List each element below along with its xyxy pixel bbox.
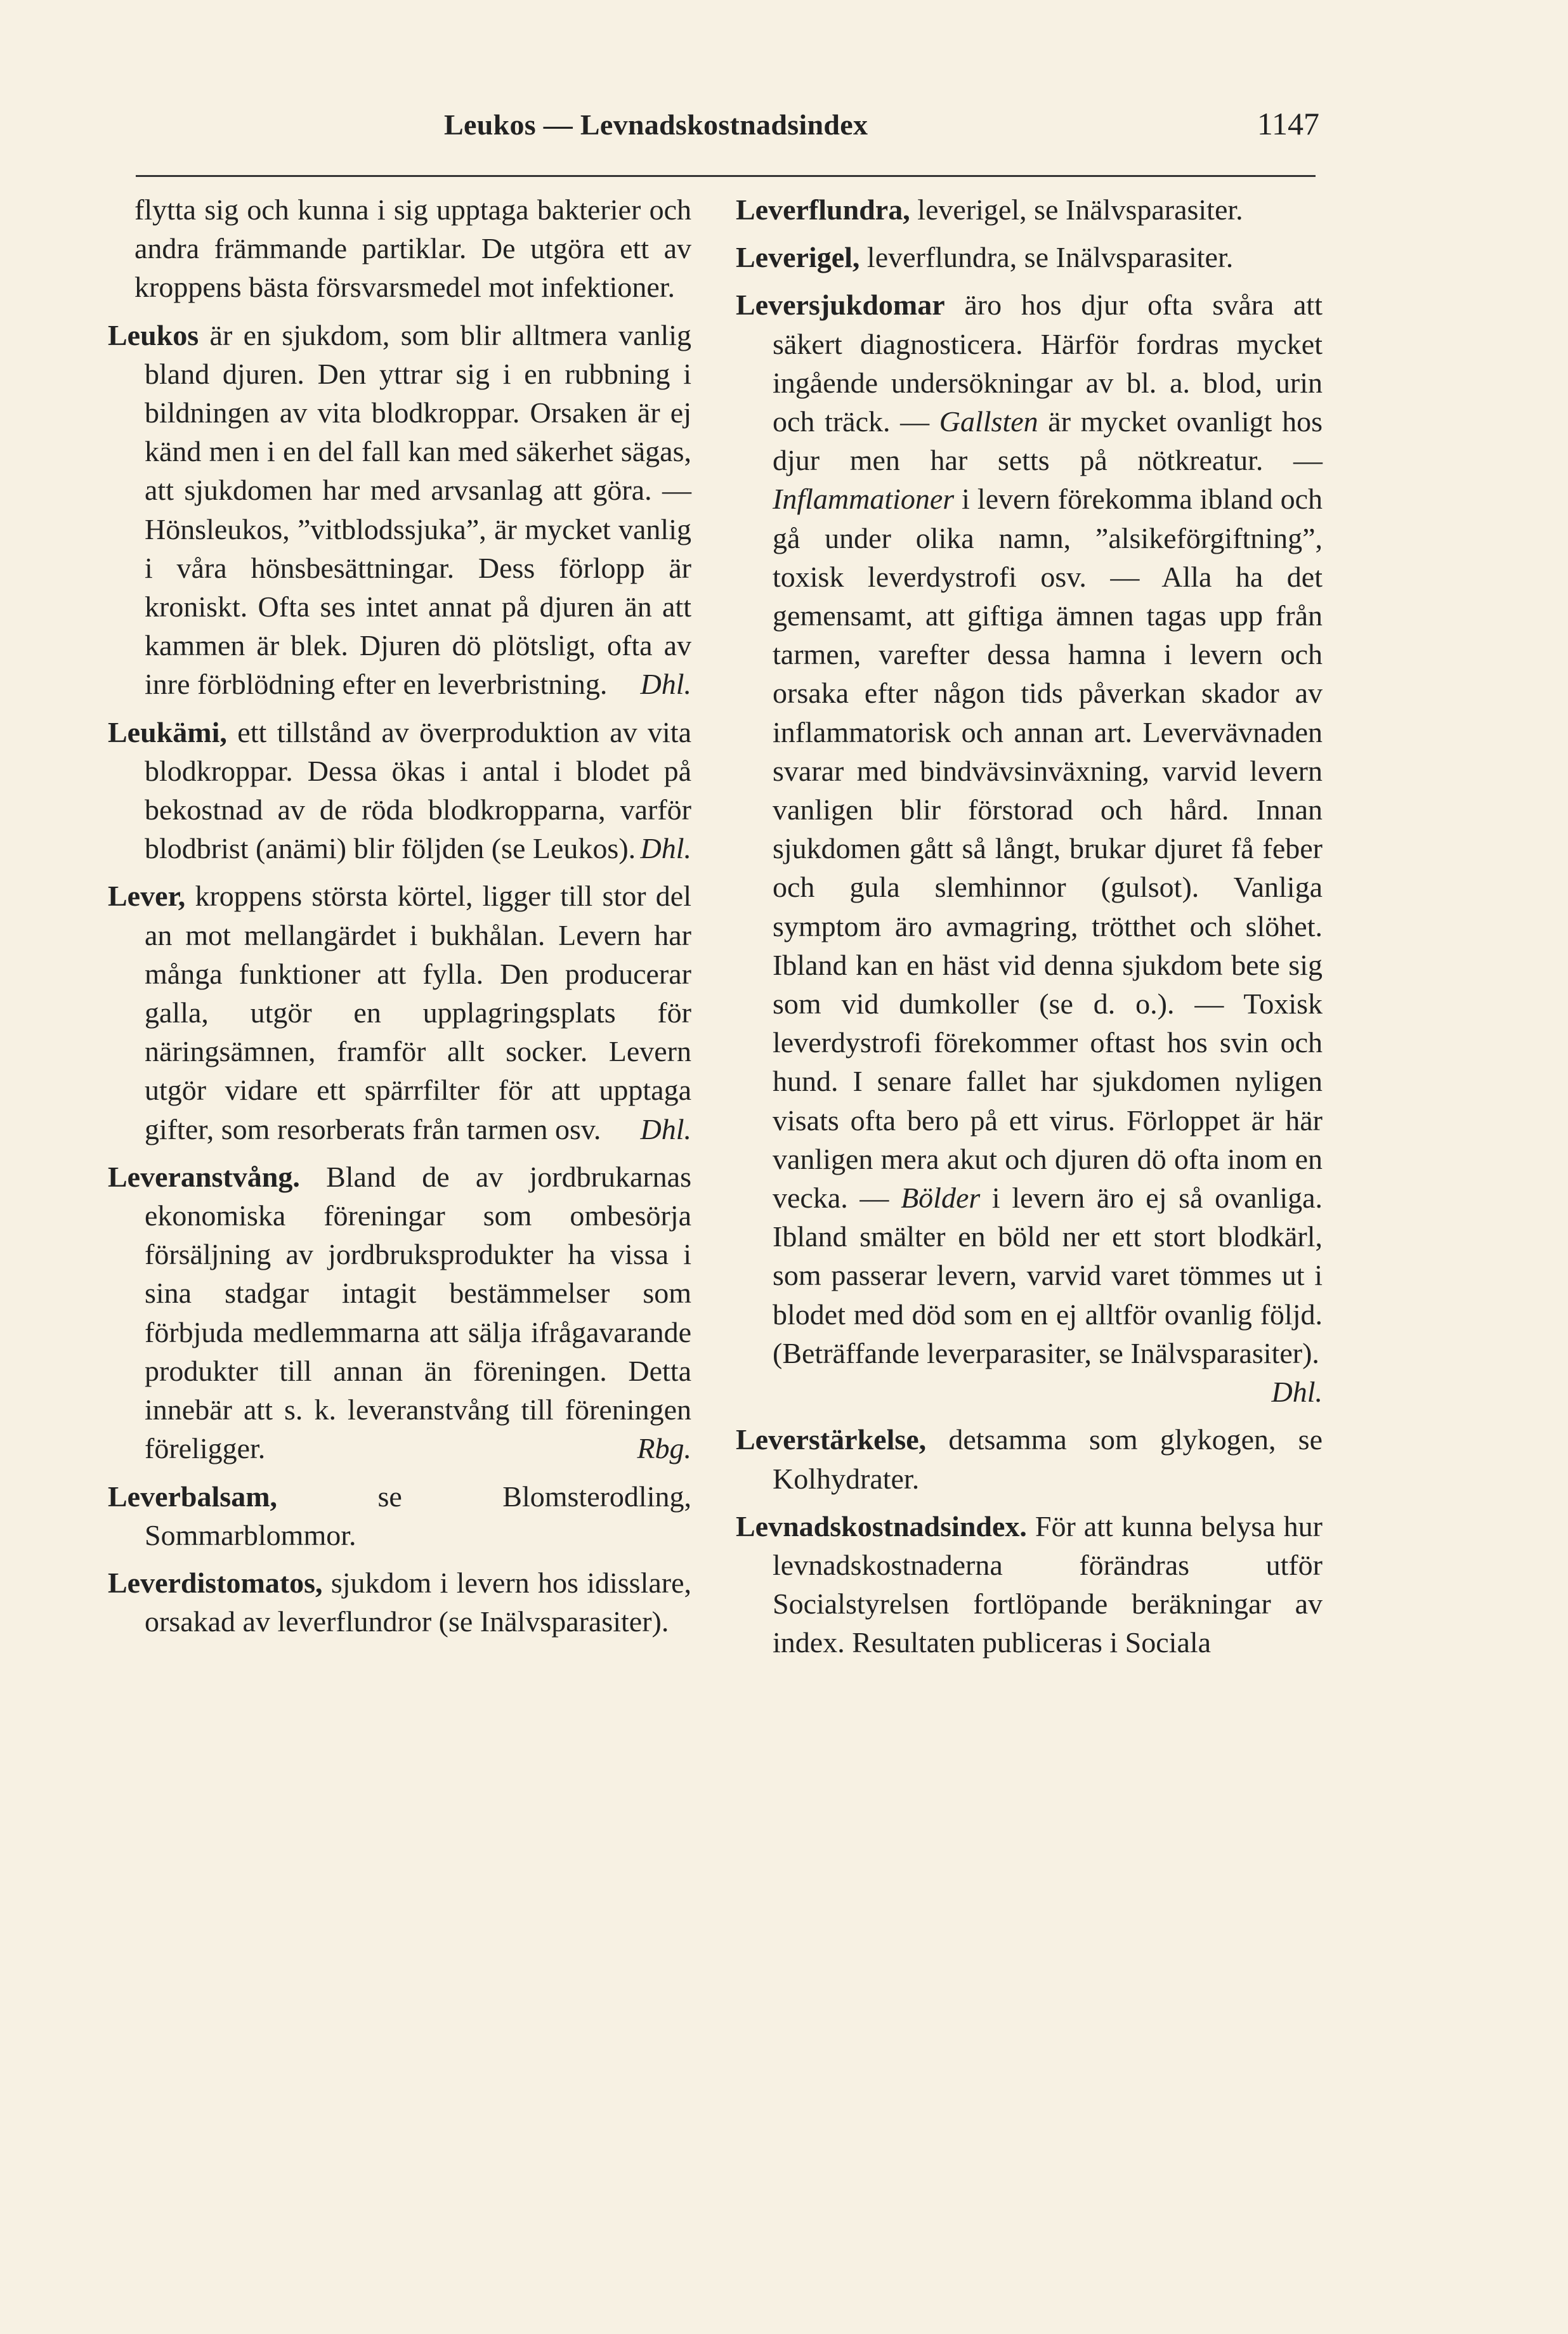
left-column [108, 190, 691, 1650]
entry-term: Leukämi, [108, 715, 227, 748]
author-signature: Dhl. [640, 832, 691, 865]
header-rule [136, 175, 1316, 177]
subterm-inflammationer: Inflammationer [773, 483, 955, 516]
entry-text: ett tillstånd av överproduktion av vita blodkroppar. Dessa ökas i antal i blodet på bekostnad av de röda blodkropparna, varför blodbrist (anämi) blir följden (se Leukos). [145, 715, 692, 865]
entry-text: sjukdom i levern hos idisslare, orsakad av leverflundror (se Inälvsparasiter). [145, 1566, 691, 1638]
entry-leukami [108, 713, 691, 868]
entry-term: Lever, [108, 880, 186, 913]
entry-term: Leveranstvång. [108, 1160, 300, 1193]
entry-leukos [108, 316, 691, 704]
author-signature: Dhl. [640, 1112, 691, 1145]
entry-leverflundra [736, 190, 1323, 229]
entry-leveranstvang [108, 1157, 691, 1468]
page-header [101, 101, 1319, 159]
entry-term: Leverigel, [736, 241, 860, 274]
running-head: Leukos — Levnadskostnadsindex [444, 108, 868, 141]
entry-levnadskostnadsindex [736, 1507, 1323, 1662]
entry-leverdistomatos [108, 1563, 691, 1641]
entry-text: Bland de av jordbrukarnas ekonomiska föreningar som ombesörja försäljning av jordbruksprodukter ha vissa i sina stadgar intagit bestämmelser som förbjuda medlemmarna att sälja ifrågavarande produkter till annan än föreningen. Detta innebär att s. k. leveranstvång till föreningen föreligger. [145, 1160, 691, 1465]
entry-text: leverflundra, se Inälvsparasiter. [866, 241, 1234, 274]
author-signature: Rbg. [637, 1432, 691, 1465]
entry-term: Leverflundra, [736, 193, 910, 226]
entry-text: leverigel, se Inälvsparasiter. [917, 193, 1243, 226]
entry-term: Levnadskostnadsindex. [736, 1509, 1027, 1542]
entry-leverstarkelse [736, 1420, 1323, 1497]
entry-leverbalsam [108, 1477, 691, 1555]
subterm-gallsten: Gallsten [939, 405, 1038, 438]
entry-term: Leverbalsam, [108, 1480, 278, 1513]
continuation-text: flytta sig och kunna i sig upptaga bakterier och andra främmande partiklar. De utgöra ett av kroppens bästa försvarsmedel mot infektioner. [134, 193, 691, 304]
right-column [736, 190, 1323, 1671]
subterm-bolder: Bölder [901, 1182, 981, 1215]
entry-text: För att kunna belysa hur levnadskostnaderna förändras utför Socialstyrelsen fortlöpande beräkningar av index. Resultaten publiceras i Sociala [773, 1509, 1323, 1659]
entry-text: detsamma som glykogen, se Kolhydrater. [773, 1423, 1323, 1495]
entry-text: är en sjukdom, som blir alltmera vanlig bland djuren. Den yttrar sig i en rubbning i bildningen av vita blodkroppar. Orsaken är ej känd men i en del fall kan med säkerhet sägas, att sjukdomen har med arvsanlag att göra. — Hönsleukos, ”vitblodssjuka”, är mycket vanlig i våra hönsbesättningar. Dess förlopp är kroniskt. Ofta ses intet annat på djuren än att kammen är blek. Djuren dö plötsligt, ofta av inre förblödning efter en leverbristning. [145, 318, 692, 701]
entry-text: äro hos djur ofta svåra att säkert diagnosticera. Härför fordras mycket ingående undersökningar av bl. a. blod, urin och träck. — [773, 289, 1323, 438]
entry-term: Leverstärkelse, [736, 1423, 927, 1456]
entry-text: kroppens största körtel, ligger till stor del an mot mellangärdet i bukhålan. Levern har många funktioner att fylla. Den producerar galla, utgör en upplagringsplats för näringsämnen, framför allt socker. Levern utgör vidare ett spärrfilter för att upptaga gifter, som resorberats från tarmen osv. [145, 880, 691, 1145]
entry-leversjukdomar [736, 285, 1323, 1411]
entry-term: Leukos [108, 318, 199, 351]
author-signature: Dhl. [640, 668, 691, 701]
entry-lever [108, 877, 691, 1148]
entry-text: i levern äro ej så ovanliga. Ibland smälter en böld ner ett stort blodkärl, som passerar levern, varvid varet tömmes ut i blodet med död som en ej alltför ovanlig följd. (Beträffande leverparasiter, se Inälvsparasiter). [773, 1182, 1323, 1369]
page-number: 1147 [1257, 106, 1319, 141]
entry-leverigel [736, 238, 1323, 277]
author-signature: Dhl. [1271, 1376, 1323, 1409]
entry-term: Leverdistomatos, [108, 1566, 323, 1599]
entry-text: i levern förekomma ibland och gå under olika namn, ”alsikeförgiftning”, toxisk leverdystrofi osv. — Alla ha det gemensamt, att giftiga ämnen tagas upp från tarmen, varefter dessa hamna i levern och orsaka efter någon tids påverkan skador av inflammatorisk och annan art. Levervävnaden svarar med bindvävsinväxning, varvid levern vanligen blir förstorad och hård. Innan sjukdomen gått så långt, brukar djuret få feber och gula slemhinnor (gulsot). Vanliga symptom äro avmagring, trötthet och slöhet. Ibland kan en häst vid denna sjukdom bete sig som vid dumkoller (se d. o.). — Toxisk leverdystrofi förekommer oftast hos svin och hund. I senare fallet har sjukdomen nyligen visats ofta bero på ett virus. Förloppet är här vanligen mera akut och djuren dö ofta inom en vecka. — [773, 483, 1323, 1215]
entry-term: Leversjukdomar [736, 289, 945, 322]
entry-text: är mycket ovanligt hos djur men har setts på nötkreatur. — [773, 405, 1323, 477]
entry-text: se Blomsterodling, Sommarblommor. [145, 1480, 691, 1551]
